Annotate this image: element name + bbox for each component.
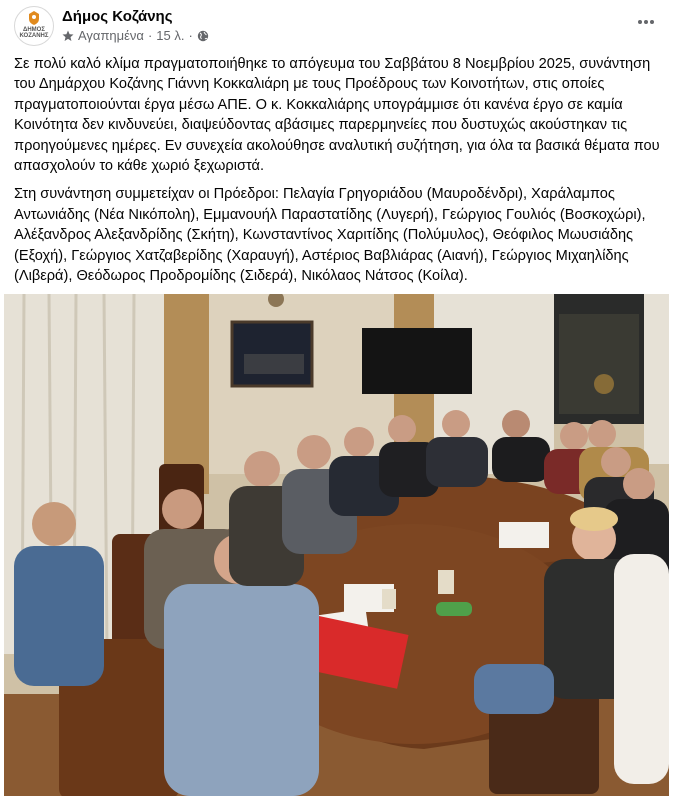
post-time[interactable]: 15 λ.	[156, 28, 185, 43]
avatar-logo-line1: ΔΗΜΟΣ	[23, 27, 45, 33]
globe-icon[interactable]	[197, 30, 209, 42]
favorites-label[interactable]: Αγαπημένα	[78, 28, 144, 43]
meta-separator: ·	[147, 28, 153, 43]
avatar[interactable]	[14, 6, 54, 46]
post-paragraph-2: Στη συνάντηση συμμετείχαν οι Πρόεδροι: Πελαγία Γρηγοριάδου (Μαυροδένδρι), Χαράλαμπος Αντωνιάδης (Νέα Νικόπολη), Εμμανουήλ Παραστατίδης (Λυγερή), Γεώργιος Γουλιός (Βοσκοχώρι), Αλέξανδρος Αλεξανδρίδης (Σκήτη), Κωνσταντίνος Χαριτίδης (Πολύμυλος), Θεόφιλος Μωυσιάδης (Εξοχή), Γεώργιος Χατζαβερίδης (Χαραυγή), Αστέριος Βαβλιάρας (Αιανή), Γεώργιος Μιχαηλίδης (Λιβερά), Θεόδωρος Προδρομίδης (Σιδερά), Νικόλαος Νάτσος (Κοίλα).	[14, 186, 646, 285]
meeting-photo-illustration	[4, 294, 669, 796]
star-icon	[62, 30, 74, 42]
post-meta	[62, 28, 209, 43]
post-header	[14, 6, 664, 46]
post-photo[interactable]	[4, 294, 669, 796]
more-horizontal-icon	[637, 19, 655, 25]
municipality-emblem-icon	[28, 11, 40, 25]
post-paragraph-1: Σε πολύ καλό κλίμα πραγματοποιήθηκε το απόγευμα του Σαββάτου 8 Νοεμβρίου 2025, συνάντηση του Δημάρχου Κοζάνης Γιάννη Κοκκαλιάρη με τους Προέδρους των Κοινοτήτων, στις οποίες πραγματοποιούνται έργα μέσω ΑΠΕ. Ο κ. Κοκκαλιάρης υπογράμμισε ότι κανένα έργο σε καμία Κοινότητα δεν κινδυνεύει, διαψεύδοντας αβάσιμες παρερμηνείες που δυστυχώς ακούστηκαν τις προηγούμενες ημέρες. Εν συνεχεία ακολούθησε αναλυτική συζήτηση, για όλα τα βασικά θέματα που απασχολούν το κάθε χωριό ξεχωριστά.	[14, 56, 660, 175]
post-body	[14, 54, 666, 294]
meta-separator: ·	[188, 28, 193, 43]
more-options-button[interactable]	[634, 10, 658, 34]
page-name-link[interactable]: Δήμος Κοζάνης	[62, 8, 173, 25]
avatar-logo-line2: ΚΟΖΑΝΗΣ	[19, 33, 49, 39]
